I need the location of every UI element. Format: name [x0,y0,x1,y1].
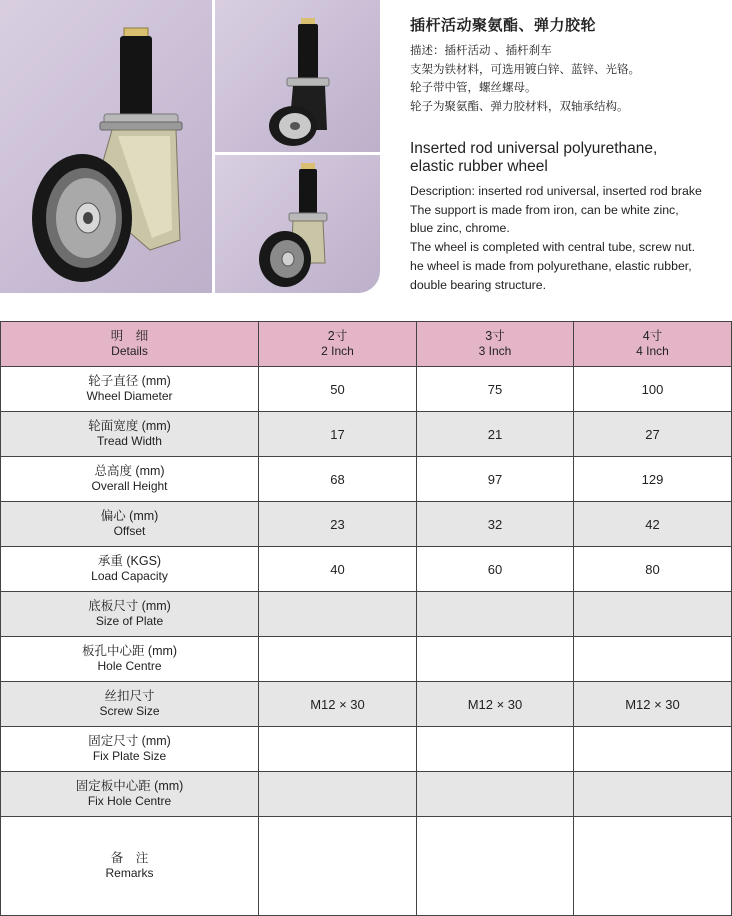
row-label-cell [1,412,259,457]
header-details-cn: 明 细 [110,329,149,343]
row-label-cell [1,592,259,637]
row-label-cell [1,727,259,772]
row-value-cell [574,727,732,772]
desc-en-line: Description: inserted rod universal, inserted rod brake [410,184,702,198]
row-value-cell: 50 [259,367,417,412]
table-row [1,727,732,772]
desc-en-line: he wheel is made from polyurethane, elastic rubber, [410,258,692,273]
caster-wheel-illustration [215,155,380,293]
remarks-label-cell [1,817,259,916]
product-photos [0,0,380,293]
product-title-cn: 插杆活动聚氨酯、弹力胶轮 [410,16,597,34]
row-label-cell [1,772,259,817]
row-value-cell: 17 [259,412,417,457]
desc-cn-line: 支架为铁材料，可选用镀白锌、蓝锌、光铬。 [410,61,640,76]
row-label-cn: 丝扣尺寸 [104,689,155,703]
table-header-row [1,322,732,367]
row-label-cn: 承重 (KGS) [97,554,162,568]
remarks-value-cell [417,817,574,916]
caster-photo-top [215,0,380,152]
row-label-en: Hole Centre [97,659,162,673]
row-value-cell [574,772,732,817]
row-value-cell: 23 [259,502,417,547]
header-size-cn: 2寸 [327,329,348,343]
row-value-cell: 97 [417,457,574,502]
row-label-cell [1,682,259,727]
row-label-cell [1,637,259,682]
row-value-cell: 32 [417,502,574,547]
row-value-cell [259,727,417,772]
row-label-en: Fix Plate Size [92,749,167,763]
row-label-en: Fix Hole Centre [87,794,172,808]
header-details-en: Details [111,344,148,358]
desc-cn-line: 轮子带中管，螺丝螺母。 [410,80,537,94]
header-size-cell [259,322,417,367]
row-value-cell: M12 × 30 [574,682,732,727]
desc-en-line: The support is made from iron, can be white zinc, [410,202,679,217]
table-row [1,592,732,637]
header-size-en: 2 Inch [321,344,354,358]
remarks-label-en: Remarks [105,866,154,880]
product-description [410,14,732,294]
row-value-cell [417,637,574,682]
table-row [1,367,732,412]
row-label-en: Overall Height [91,479,168,493]
row-label-en: Wheel Diameter [86,389,173,403]
row-label-cn: 总高度 (mm) [94,464,165,478]
header-details-cell [1,322,259,367]
row-label-cell [1,457,259,502]
row-value-cell [417,592,574,637]
row-label-cell [1,502,259,547]
remarks-value-cell [259,817,417,916]
table-row [1,457,732,502]
row-value-cell: 75 [417,367,574,412]
row-label-cn: 轮子直径 (mm) [88,374,171,388]
table-row [1,682,732,727]
caster-wheel-illustration [0,0,212,293]
header-size-en: 3 Inch [478,344,512,358]
row-label-cn: 固定板中心距 (mm) [75,779,184,793]
desc-en-line: blue zinc, chrome. [410,221,510,236]
remarks-value-cell [574,817,732,916]
row-label-cell [1,367,259,412]
caster-wheel-illustration [215,0,380,152]
row-value-cell: 27 [574,412,732,457]
caster-photo-bottom [215,155,380,293]
title-en-line: elastic rubber wheel [410,158,548,175]
row-value-cell: M12 × 30 [417,682,574,727]
desc-cn-line: 轮子为聚氨酯、弹力胶材料，双轴承结构。 [410,98,629,113]
header-size-en: 4 Inch [636,344,669,358]
header-size-cn: 4寸 [642,329,663,343]
row-label-cn: 偏心 (mm) [100,509,159,523]
desc-cn-line: 描述：插杆活动 、插杆刹车 [410,43,552,57]
row-value-cell [417,772,574,817]
table-row [1,547,732,592]
row-value-cell: 100 [574,367,732,412]
specification-table [0,321,732,916]
row-value-cell: 129 [574,457,732,502]
row-label-en: Screw Size [99,704,160,718]
row-value-cell [417,727,574,772]
caster-photo-main [0,0,212,293]
desc-en-line: The wheel is completed with central tube, screw nut. [410,240,696,255]
row-value-cell [259,772,417,817]
row-value-cell: 80 [574,547,732,592]
row-value-cell: 60 [417,547,574,592]
remarks-label-cn: 备 注 [110,851,149,865]
row-value-cell [259,637,417,682]
table-row [1,412,732,457]
header-size-cell [417,322,574,367]
title-en-line: Inserted rod universal polyurethane, [410,140,658,157]
row-label-cell [1,547,259,592]
remarks-row [1,817,732,916]
product-title-en [410,140,732,176]
product-desc-cn [410,41,732,115]
row-value-cell: 21 [417,412,574,457]
table-row [1,637,732,682]
product-desc-en [410,182,732,294]
row-value-cell: 68 [259,457,417,502]
desc-en-line: double bearing structure. [410,277,547,292]
row-value-cell: 40 [259,547,417,592]
row-label-en: Tread Width [97,434,162,448]
table-row [1,772,732,817]
row-value-cell [259,592,417,637]
row-value-cell: 42 [574,502,732,547]
row-value-cell [574,637,732,682]
row-label-cn: 底板尺寸 (mm) [88,599,171,613]
row-value-cell: M12 × 30 [259,682,417,727]
table-row [1,502,732,547]
header-size-cell [574,322,732,367]
row-label-cn: 轮面宽度 (mm) [88,419,171,433]
row-label-cn: 固定尺寸 (mm) [88,734,171,748]
row-label-cn: 板孔中心距 (mm) [81,644,178,658]
row-label-en: Offset [113,524,146,538]
header-size-cn: 3寸 [485,329,505,343]
row-label-en: Size of Plate [95,614,164,628]
row-label-en: Load Capacity [91,569,168,583]
row-value-cell [574,592,732,637]
